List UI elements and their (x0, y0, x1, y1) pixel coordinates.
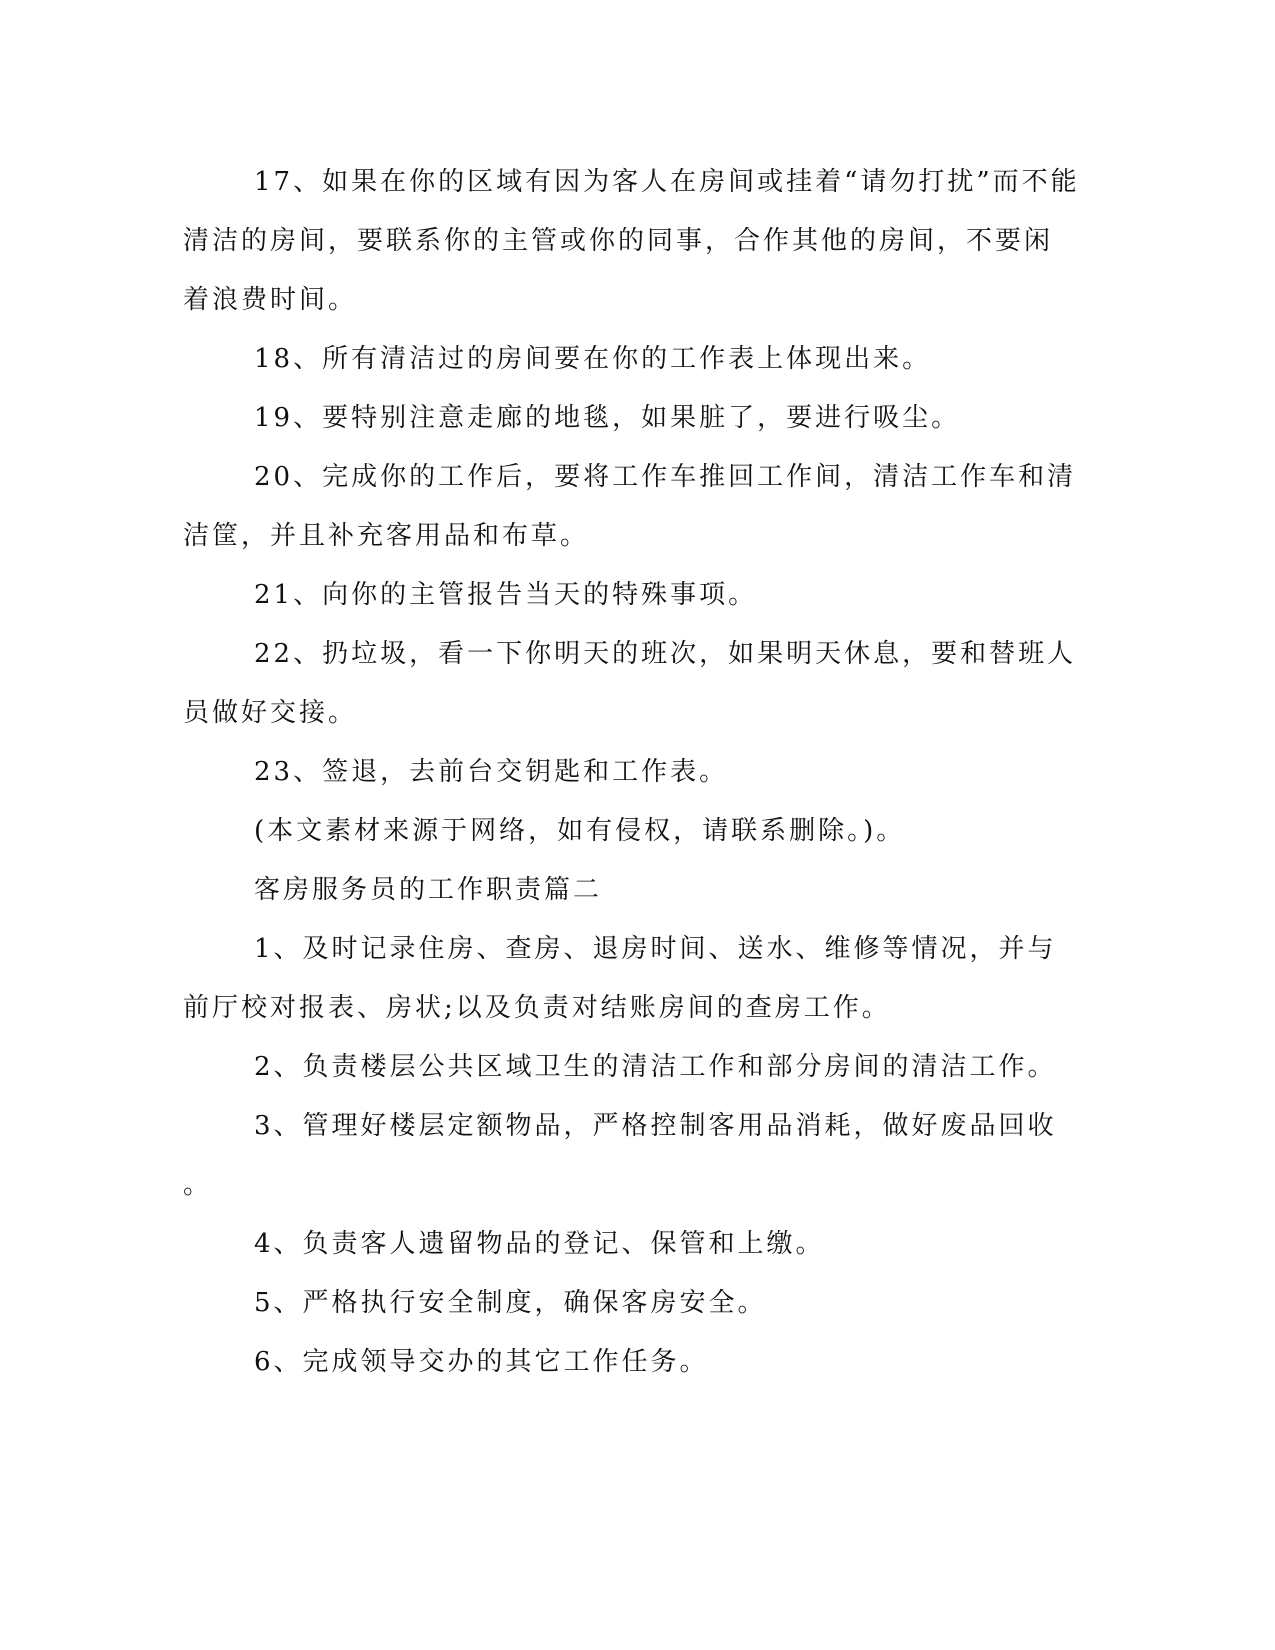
text-line: 23、签退，去前台交钥匙和工作表。 (254, 757, 729, 787)
text-line: 前厅校对报表、房状;以及负责对结账房间的查房工作。 (183, 993, 891, 1023)
text-line: 18、所有清洁过的房间要在你的工作表上体现出来。 (254, 344, 932, 374)
text-line: 20、完成你的工作后，要将工作车推回工作间，清洁工作车和清 (254, 462, 1077, 492)
text-line: 1、及时记录住房、查房、退房时间、送水、维修等情况，并与 (254, 934, 1057, 964)
text-line: 清洁的房间，要联系你的主管或你的同事，合作其他的房间，不要闲 (183, 226, 1054, 256)
text-line: 3、管理好楼层定额物品，严格控制客用品消耗，做好废品回收 (254, 1111, 1057, 1141)
text-line: 21、向你的主管报告当天的特殊事项。 (254, 580, 758, 610)
section-heading: 客房服务员的工作职责篇二 (254, 875, 603, 905)
text-line: 员做好交接。 (183, 698, 358, 728)
text-line: 着浪费时间。 (183, 285, 358, 315)
text-line: 6、完成领导交办的其它工作任务。 (254, 1347, 709, 1377)
text-line: (本文素材来源于网络，如有侵权，请联系删除。)。 (254, 816, 906, 846)
text-line: 2、负责楼层公共区域卫生的清洁工作和部分房间的清洁工作。 (254, 1052, 1057, 1082)
text-line: 22、扔垃圾，看一下你明天的班次，如果明天休息，要和替班人 (254, 639, 1077, 669)
text-line: 19、要特别注意走廊的地毯，如果脏了，要进行吸尘。 (254, 403, 961, 433)
text-line: 4、负责客人遗留物品的登记、保管和上缴。 (254, 1229, 825, 1259)
text-line: 。 (183, 1170, 213, 1200)
text-line: 5、严格执行安全制度，确保客房安全。 (254, 1288, 767, 1318)
text-line: 洁筐，并且补充客用品和布草。 (183, 521, 590, 551)
text-line: 17、如果在你的区域有因为客人在房间或挂着“请勿打扰”而不能 (254, 167, 1080, 197)
